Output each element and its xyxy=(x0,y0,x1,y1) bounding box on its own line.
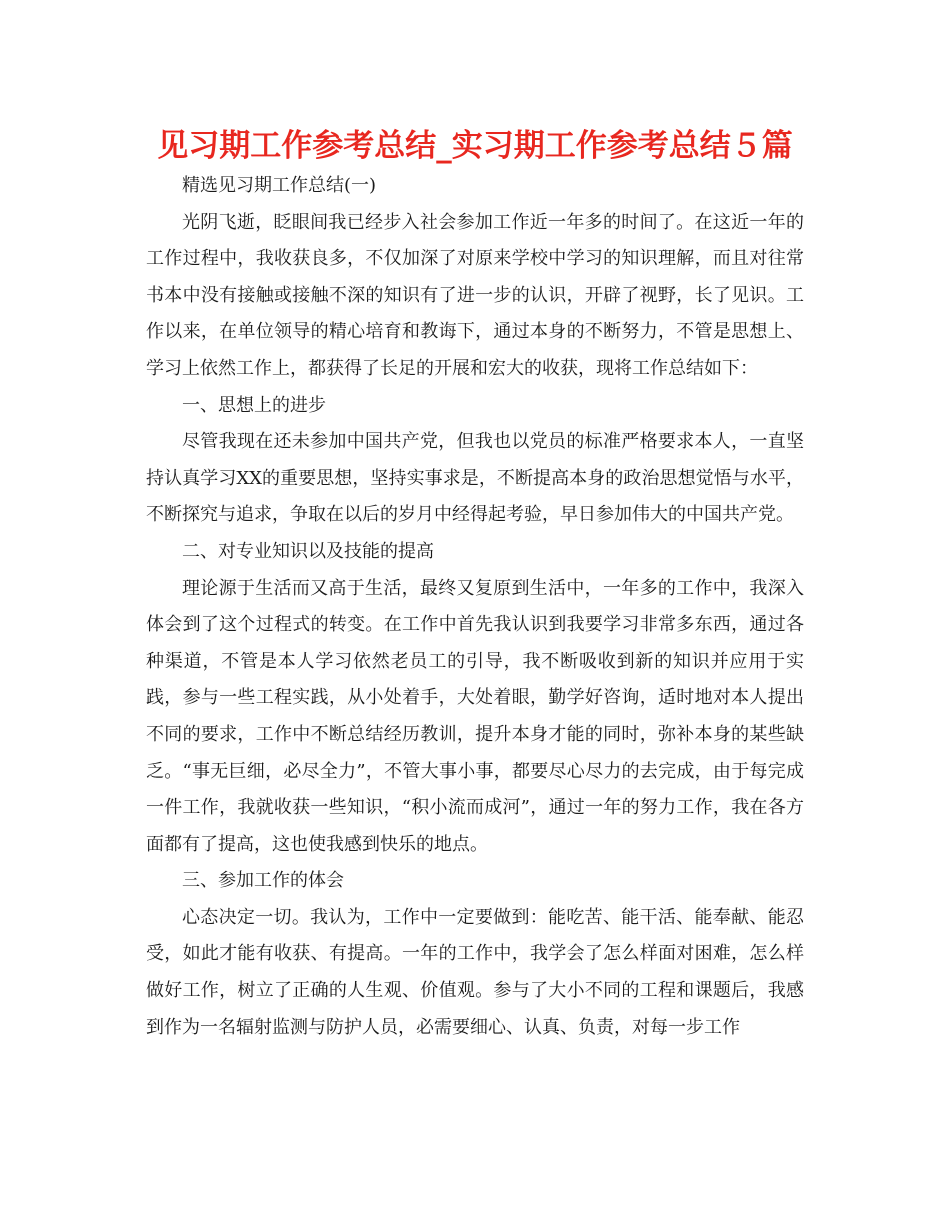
section-heading: 二、对专业知识以及技能的提高 xyxy=(182,540,434,562)
body-paragraph: 心态决定一切。我认为，工作中一定要做到：能吃苦、能干活、能奉献、能忍受，如此才能有收获、有提高。一年的工作中，我学会了怎么样面对困难，怎么样做好工作，树立了正确的人生观、价值观。参与了大小不同的工程和课题后，我感到作为一名辐射监测与防护人员，必需要细心、认真、负责，对每一步工作 xyxy=(146,906,804,1038)
body-paragraph: 光阴飞逝，眨眼间我已经步入社会参加工作近一年多的时间了。在这近一年的工作过程中，我收获良多，不仅加深了对原来学校中学习的知识理解，而且对往常书本中没有接触或接触不深的知识有了进一步的认识，开辟了视野，长了见识。工作以来，在单位领导的精心培育和教诲下，通过本身的不断努力，不管是思想上、学习上依然工作上，都获得了长足的开展和宏大的收获，现将工作总结如下： xyxy=(146,211,804,379)
section-heading: 三、参加工作的体会 xyxy=(182,870,344,892)
body-paragraph: 尽管我现在还未参加中国共产党，但我也以党员的标准严格要求本人，一直坚持认真学习XX的重要思想，坚持实事求是，不断提高本身的政治思想觉悟与水平，不断探究与追求，争取在以后的岁月中经得起考验，早日参加伟大的中国共产党。 xyxy=(146,431,804,526)
document-body xyxy=(146,168,804,1046)
section-heading: 一、思想上的进步 xyxy=(182,394,326,416)
document-title: 见习期工作参考总结_实习期工作参考总结５篇 xyxy=(157,128,793,164)
section-heading: 精选见习期工作总结(一) xyxy=(182,175,377,196)
body-paragraph: 理论源于生活而又高于生活，最终又复原到生活中，一年多的工作中，我深入体会到了这个过程式的转变。在工作中首先我认识到我要学习非常多东西，通过各种渠道，不管是本人学习依然老员工的引导，我不断吸收到新的知识并应用于实践，参与一些工程实践，从小处着手，大处着眼，勤学好咨询，适时地对本人提出不同的要求，工作中不断总结经历教训，提升本身才能的同时，弥补本身的某些缺乏。“事无巨细，必尽全力”，不管大事小事，都要尽心尽力的去完成，由于每完成一件工作，我就收获一些知识，“积小流而成河”，通过一年的努力工作，我在各方面都有了提高，这也使我感到快乐的地点。 xyxy=(146,577,804,855)
